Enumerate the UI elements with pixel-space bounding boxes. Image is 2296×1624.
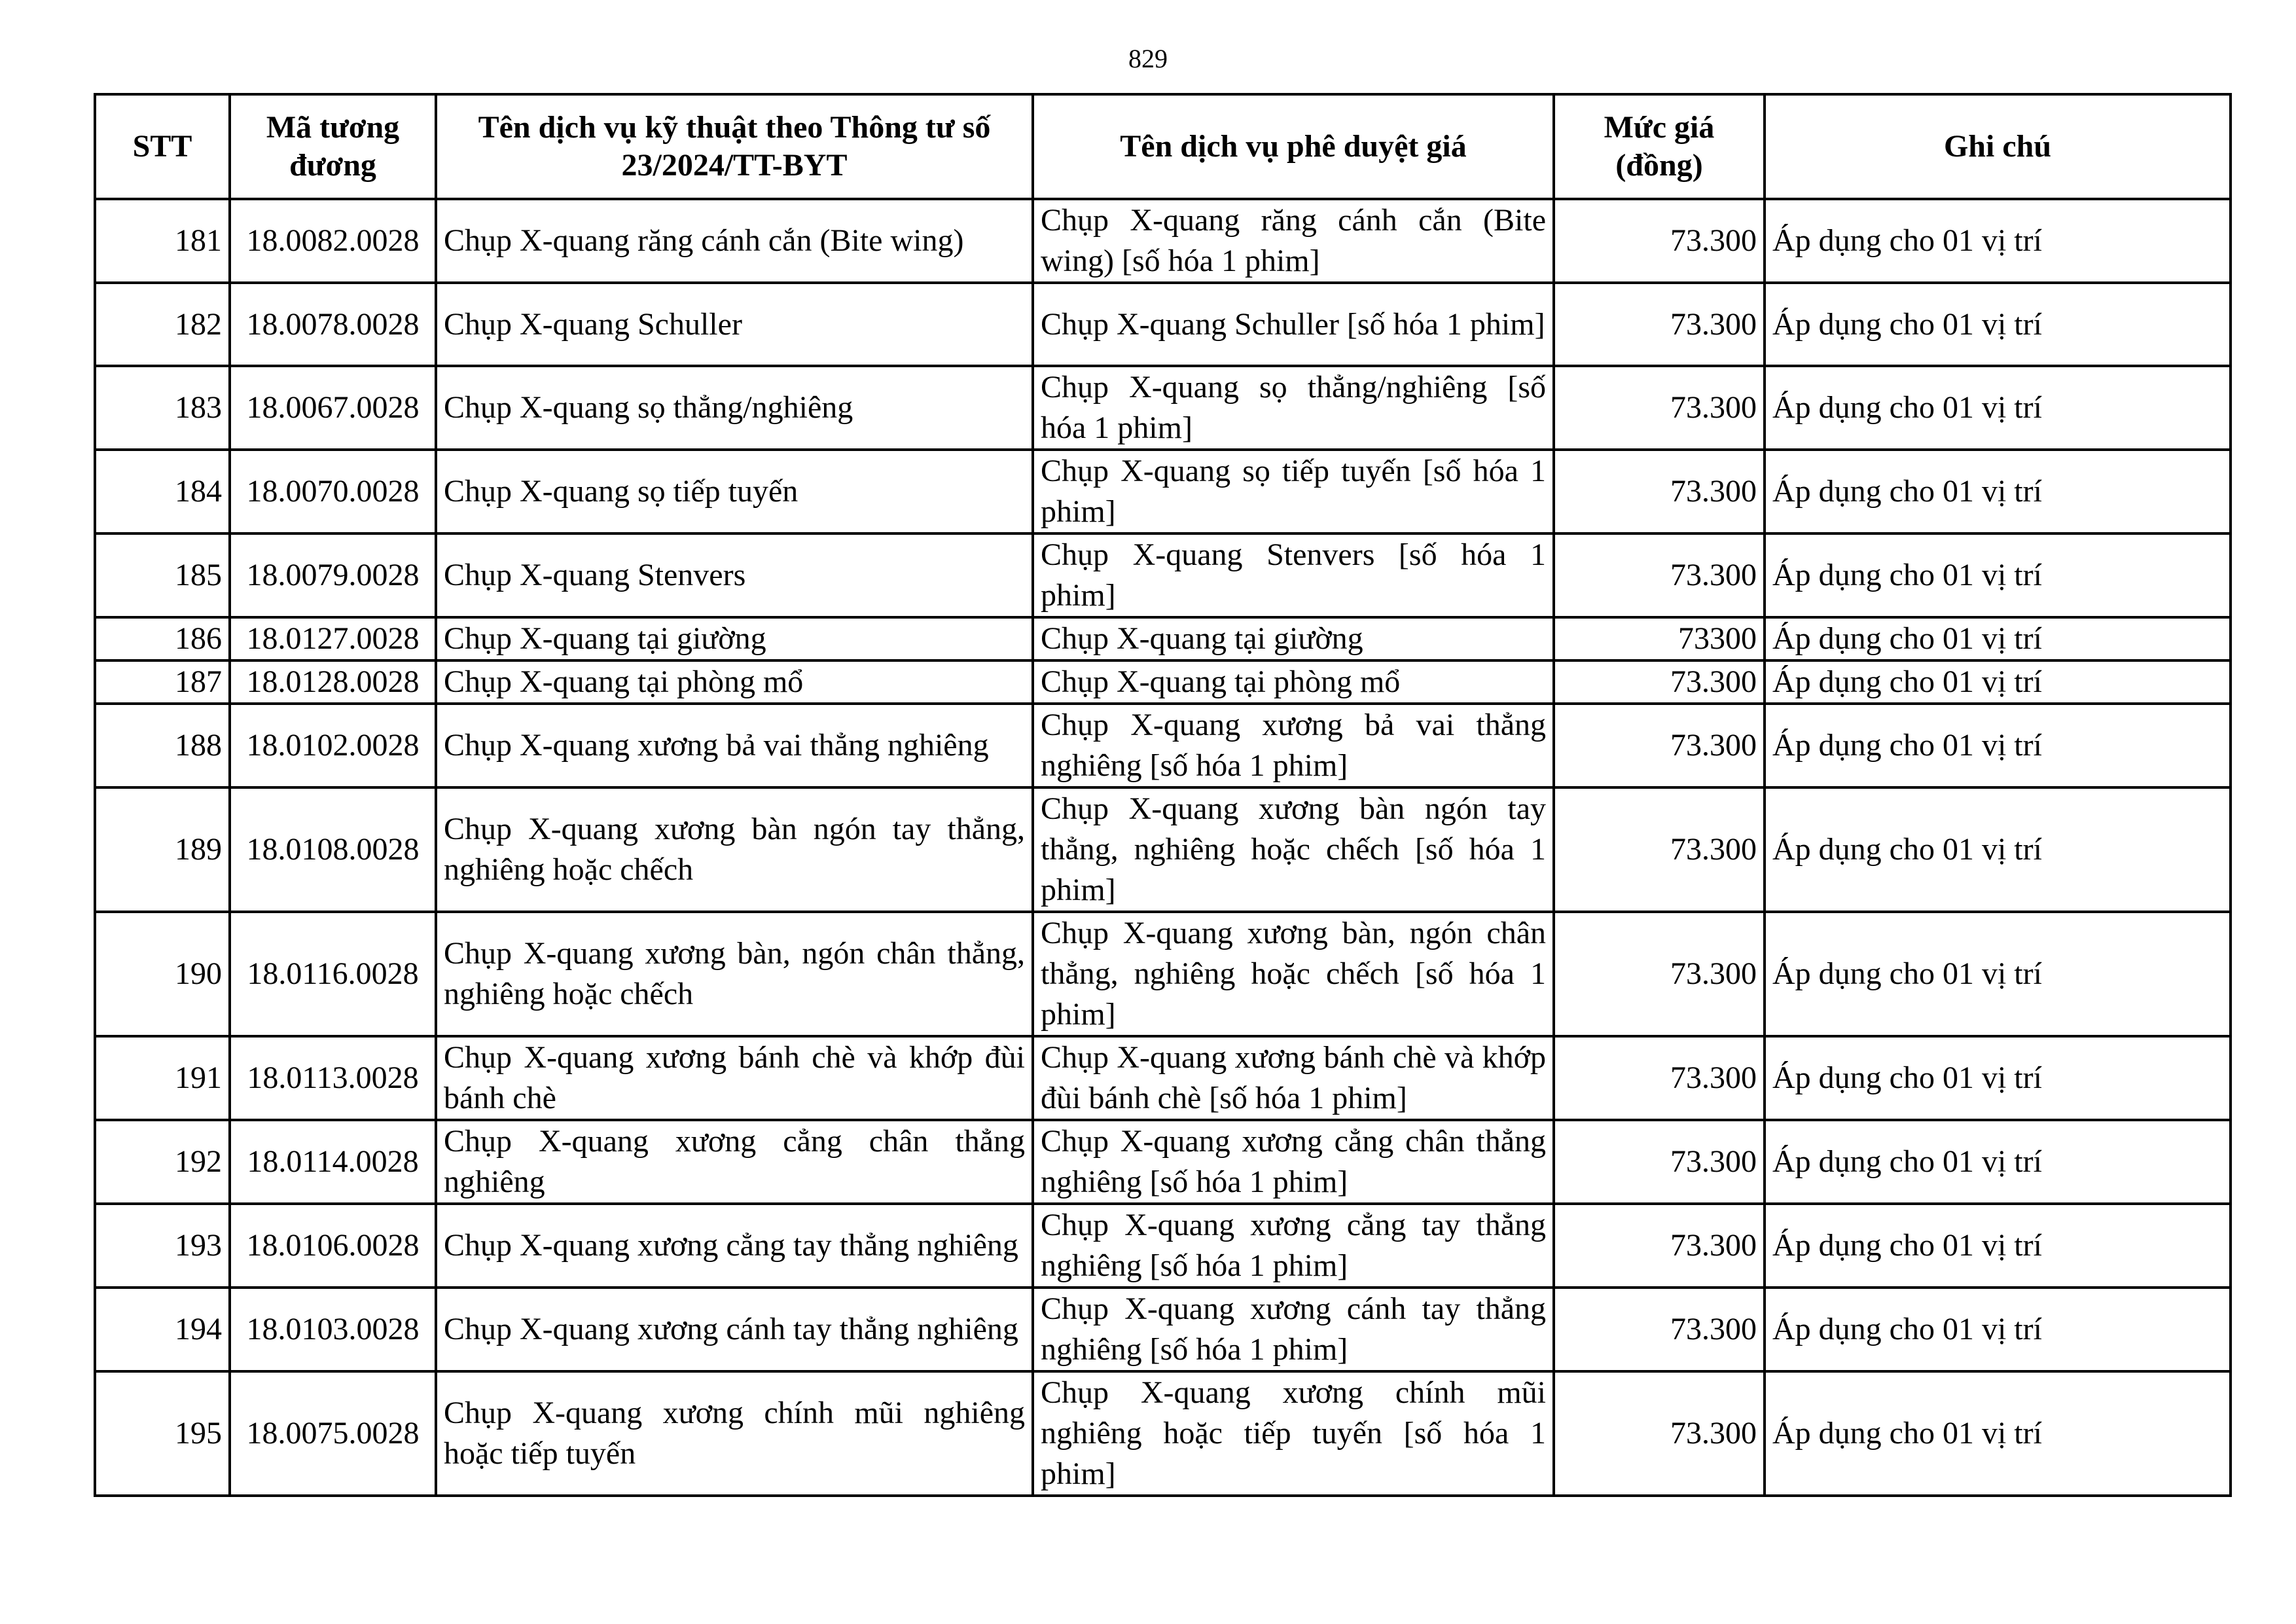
service-price-table	[94, 93, 2232, 1497]
table-row	[95, 283, 2231, 366]
table-row	[95, 660, 2231, 704]
cell-stt: 184	[95, 450, 230, 533]
cell-approved-name: Chụp X-quang tại giường	[1033, 617, 1554, 660]
cell-stt: 183	[95, 366, 230, 450]
cell-note: Áp dụng cho 01 vị trí	[1765, 283, 2231, 366]
cell-code: 18.0127.0028	[230, 617, 436, 660]
cell-approved-name: Chụp X-quang răng cánh cắn (Bite wing) [số hóa 1 phim]	[1033, 199, 1554, 283]
cell-code: 18.0075.0028	[230, 1371, 436, 1496]
cell-technical-name: Chụp X-quang tại giường	[436, 617, 1033, 660]
cell-technical-name: Chụp X-quang xương cẳng tay thẳng nghiêng	[436, 1204, 1033, 1288]
cell-price: 73.300	[1554, 199, 1765, 283]
cell-approved-name: Chụp X-quang Stenvers [số hóa 1 phim]	[1033, 533, 1554, 617]
table-row	[95, 617, 2231, 660]
header-note: Ghi chú	[1765, 94, 2231, 199]
cell-stt: 192	[95, 1120, 230, 1204]
table-row	[95, 1371, 2231, 1496]
cell-code: 18.0108.0028	[230, 787, 436, 912]
cell-note: Áp dụng cho 01 vị trí	[1765, 1036, 2231, 1120]
cell-approved-name: Chụp X-quang xương cẳng tay thẳng nghiêng [số hóa 1 phim]	[1033, 1204, 1554, 1288]
cell-note: Áp dụng cho 01 vị trí	[1765, 1120, 2231, 1204]
cell-price: 73.300	[1554, 1036, 1765, 1120]
cell-stt: 194	[95, 1288, 230, 1371]
cell-stt: 193	[95, 1204, 230, 1288]
cell-stt: 189	[95, 787, 230, 912]
cell-note: Áp dụng cho 01 vị trí	[1765, 660, 2231, 704]
cell-stt: 187	[95, 660, 230, 704]
table-header-row	[95, 94, 2231, 199]
table-row	[95, 450, 2231, 533]
cell-technical-name: Chụp X-quang răng cánh cắn (Bite wing)	[436, 199, 1033, 283]
cell-technical-name: Chụp X-quang xương cánh tay thẳng nghiêng	[436, 1288, 1033, 1371]
table-row	[95, 366, 2231, 450]
cell-note: Áp dụng cho 01 vị trí	[1765, 1371, 2231, 1496]
cell-stt: 188	[95, 704, 230, 787]
cell-approved-name: Chụp X-quang xương cánh tay thẳng nghiêng [số hóa 1 phim]	[1033, 1288, 1554, 1371]
cell-stt: 185	[95, 533, 230, 617]
cell-approved-name: Chụp X-quang xương bàn ngón tay thẳng, nghiêng hoặc chếch [số hóa 1 phim]	[1033, 787, 1554, 912]
cell-approved-name: Chụp X-quang xương bả vai thẳng nghiêng [số hóa 1 phim]	[1033, 704, 1554, 787]
cell-price: 73.300	[1554, 450, 1765, 533]
cell-approved-name: Chụp X-quang xương bàn, ngón chân thẳng, nghiêng hoặc chếch [số hóa 1 phim]	[1033, 912, 1554, 1036]
cell-code: 18.0079.0028	[230, 533, 436, 617]
cell-note: Áp dụng cho 01 vị trí	[1765, 366, 2231, 450]
cell-approved-name: Chụp X-quang xương chính mũi nghiêng hoặc tiếp tuyến [số hóa 1 phim]	[1033, 1371, 1554, 1496]
cell-code: 18.0102.0028	[230, 704, 436, 787]
cell-stt: 182	[95, 283, 230, 366]
cell-technical-name: Chụp X-quang xương bàn ngón tay thẳng, nghiêng hoặc chếch	[436, 787, 1033, 912]
cell-code: 18.0114.0028	[230, 1120, 436, 1204]
cell-price: 73.300	[1554, 787, 1765, 912]
cell-price: 73.300	[1554, 1120, 1765, 1204]
cell-price: 73.300	[1554, 912, 1765, 1036]
cell-note: Áp dụng cho 01 vị trí	[1765, 912, 2231, 1036]
table-body	[95, 199, 2231, 1496]
cell-technical-name: Chụp X-quang Stenvers	[436, 533, 1033, 617]
table-row	[95, 1204, 2231, 1288]
cell-note: Áp dụng cho 01 vị trí	[1765, 787, 2231, 912]
cell-note: Áp dụng cho 01 vị trí	[1765, 1288, 2231, 1371]
cell-code: 18.0106.0028	[230, 1204, 436, 1288]
cell-price: 73.300	[1554, 366, 1765, 450]
table-row	[95, 533, 2231, 617]
header-approved-name: Tên dịch vụ phê duyệt giá	[1033, 94, 1554, 199]
cell-code: 18.0078.0028	[230, 283, 436, 366]
cell-technical-name: Chụp X-quang Schuller	[436, 283, 1033, 366]
cell-code: 18.0103.0028	[230, 1288, 436, 1371]
header-technical-name: Tên dịch vụ kỹ thuật theo Thông tư số 23/2024/TT-BYT	[436, 94, 1033, 199]
cell-technical-name: Chụp X-quang xương chính mũi nghiêng hoặc tiếp tuyến	[436, 1371, 1033, 1496]
table-row	[95, 787, 2231, 912]
cell-note: Áp dụng cho 01 vị trí	[1765, 1204, 2231, 1288]
cell-price: 73.300	[1554, 1288, 1765, 1371]
cell-note: Áp dụng cho 01 vị trí	[1765, 704, 2231, 787]
cell-approved-name: Chụp X-quang Schuller [số hóa 1 phim]	[1033, 283, 1554, 366]
cell-technical-name: Chụp X-quang sọ thẳng/nghiêng	[436, 366, 1033, 450]
cell-technical-name: Chụp X-quang xương cẳng chân thẳng nghiêng	[436, 1120, 1033, 1204]
cell-price: 73.300	[1554, 1204, 1765, 1288]
header-price: Mức giá (đồng)	[1554, 94, 1765, 199]
cell-code: 18.0128.0028	[230, 660, 436, 704]
cell-note: Áp dụng cho 01 vị trí	[1765, 450, 2231, 533]
cell-price: 73.300	[1554, 660, 1765, 704]
cell-note: Áp dụng cho 01 vị trí	[1765, 617, 2231, 660]
cell-note: Áp dụng cho 01 vị trí	[1765, 533, 2231, 617]
cell-technical-name: Chụp X-quang tại phòng mổ	[436, 660, 1033, 704]
cell-code: 18.0116.0028	[230, 912, 436, 1036]
cell-price: 73.300	[1554, 283, 1765, 366]
cell-code: 18.0070.0028	[230, 450, 436, 533]
cell-technical-name: Chụp X-quang xương bả vai thẳng nghiêng	[436, 704, 1033, 787]
cell-technical-name: Chụp X-quang xương bàn, ngón chân thẳng, nghiêng hoặc chếch	[436, 912, 1033, 1036]
cell-approved-name: Chụp X-quang xương cẳng chân thẳng nghiêng [số hóa 1 phim]	[1033, 1120, 1554, 1204]
header-stt: STT	[95, 94, 230, 199]
cell-stt: 190	[95, 912, 230, 1036]
cell-technical-name: Chụp X-quang sọ tiếp tuyến	[436, 450, 1033, 533]
cell-price: 73.300	[1554, 704, 1765, 787]
table-row	[95, 1288, 2231, 1371]
cell-stt: 181	[95, 199, 230, 283]
cell-stt: 186	[95, 617, 230, 660]
cell-approved-name: Chụp X-quang sọ tiếp tuyến [số hóa 1 phim]	[1033, 450, 1554, 533]
table-row	[95, 1036, 2231, 1120]
cell-approved-name: Chụp X-quang sọ thẳng/nghiêng [số hóa 1 phim]	[1033, 366, 1554, 450]
cell-stt: 195	[95, 1371, 230, 1496]
cell-approved-name: Chụp X-quang xương bánh chè và khớp đùi bánh chè [số hóa 1 phim]	[1033, 1036, 1554, 1120]
cell-price: 73.300	[1554, 533, 1765, 617]
cell-stt: 191	[95, 1036, 230, 1120]
cell-code: 18.0082.0028	[230, 199, 436, 283]
table-row	[95, 199, 2231, 283]
table-row	[95, 1120, 2231, 1204]
header-code: Mã tương đương	[230, 94, 436, 199]
cell-note: Áp dụng cho 01 vị trí	[1765, 199, 2231, 283]
cell-code: 18.0113.0028	[230, 1036, 436, 1120]
page-number: 829	[1128, 44, 1168, 73]
table-row	[95, 912, 2231, 1036]
cell-approved-name: Chụp X-quang tại phòng mổ	[1033, 660, 1554, 704]
cell-price: 73.300	[1554, 1371, 1765, 1496]
cell-price: 73300	[1554, 617, 1765, 660]
cell-code: 18.0067.0028	[230, 366, 436, 450]
table-row	[95, 704, 2231, 787]
cell-technical-name: Chụp X-quang xương bánh chè và khớp đùi bánh chè	[436, 1036, 1033, 1120]
